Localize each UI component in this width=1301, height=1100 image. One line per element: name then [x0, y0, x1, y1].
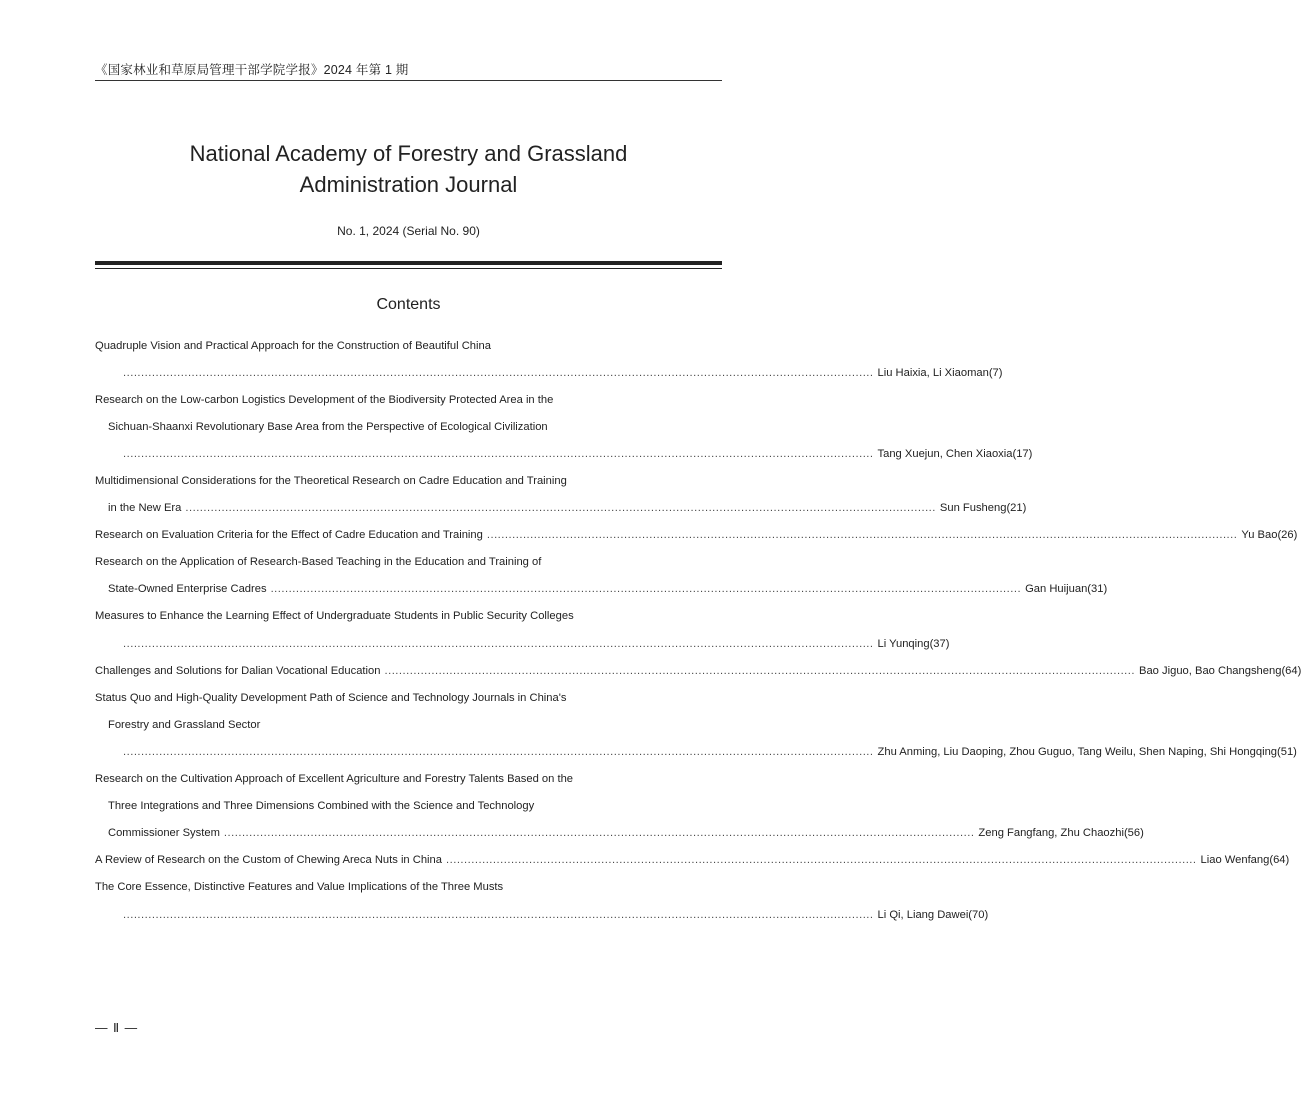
toc-entry-title: Status Quo and High-Quality Development Path of Science and Technology Journals in China's [95, 691, 567, 704]
page-number: — Ⅱ — [95, 1021, 139, 1035]
toc-entry-title-continued: State-Owned Enterprise Cadres [108, 583, 267, 596]
toc-entry-title: Research on the Cultivation Approach of Excellent Agriculture and Forestry Talents Based on the [95, 773, 574, 786]
contents-heading: Contents [376, 296, 441, 313]
divider-thick [95, 261, 722, 265]
toc-entry-title: Research on Evaluation Criteria for the Effect of Cadre Education and Training [95, 529, 483, 542]
toc-entry-author: Bao Jiguo, Bao Changsheng(64) [1139, 664, 1301, 677]
issue-line: No. 1, 2024 (Serial No. 90) [337, 224, 480, 238]
dot-leader [487, 529, 1238, 541]
toc-entry-title: Challenges and Solutions for Dalian Vocational Education [95, 664, 381, 677]
toc-entry[interactable] [95, 549, 1108, 603]
dot-leader [224, 827, 975, 839]
toc-entry-title-continued: Forestry and Grassland Sector [108, 718, 261, 731]
toc-entry-author: Gan Huijuan(31) [1025, 583, 1108, 596]
toc-entry[interactable] [95, 386, 1033, 467]
dot-leader [185, 502, 936, 514]
dot-leader [123, 909, 874, 921]
toc-entry[interactable] [95, 332, 1003, 386]
running-head: 《国家林业和草原局管理干部学院学报》2024 年第 1 期 [95, 63, 409, 77]
toc-entry[interactable] [95, 766, 1144, 847]
toc-entry[interactable] [95, 684, 1297, 765]
journal-title-line-1: National Academy of Forestry and Grassland [189, 141, 628, 166]
toc-entry[interactable] [95, 603, 950, 657]
toc-entry-author: Tang Xuejun, Chen Xiaoxia(17) [877, 447, 1033, 460]
divider-thin [95, 268, 722, 269]
toc-entry-author: Zhu Anming, Liu Daoping, Zhou Guguo, Tang Weilu, Shen Naping, Shi Hongqing(51) [877, 745, 1297, 758]
toc-entry-author: Liu Haixia, Li Xiaoman(7) [877, 366, 1003, 379]
toc-entry[interactable] [95, 847, 1290, 874]
journal-title [95, 138, 722, 200]
toc-entry-title: Research on the Low-carbon Logistics Development of the Biodiversity Protected Area in the [95, 393, 554, 406]
toc-entry[interactable] [95, 467, 1027, 521]
journal-title-line-2: Administration Journal [299, 172, 518, 197]
toc-entry-author: Li Yunqing(37) [877, 637, 950, 650]
toc-entry-title: Quadruple Vision and Practical Approach for the Construction of Beautiful China [95, 339, 491, 352]
dot-leader [123, 367, 874, 379]
dot-leader [271, 583, 1022, 595]
dot-leader [123, 448, 874, 460]
toc-entry[interactable] [95, 874, 989, 928]
dot-leader [123, 746, 874, 758]
toc-entry-author: Sun Fusheng(21) [939, 502, 1027, 515]
dot-leader [123, 638, 874, 650]
toc-entry-author: Li Qi, Liang Dawei(70) [877, 908, 989, 921]
dot-leader [446, 854, 1197, 866]
toc-entry-title-continued: Commissioner System [108, 827, 220, 840]
toc-entry[interactable] [95, 657, 1301, 684]
toc-entry-title: Multidimensional Considerations for the Theoretical Research on Cadre Education and Training [95, 475, 567, 488]
toc-entry-title-continued: in the New Era [108, 502, 182, 515]
toc-entry-author: Yu Bao(26) [1241, 529, 1298, 542]
header-rule [95, 80, 722, 81]
dot-leader [384, 665, 1135, 677]
toc-entry[interactable] [95, 522, 1298, 549]
toc-entry-author: Zeng Fangfang, Zhu Chaozhi(56) [978, 827, 1144, 840]
toc-entry-title-continued: Three Integrations and Three Dimensions Combined with the Science and Technology [108, 800, 535, 813]
toc-entry-title: Research on the Application of Research-Based Teaching in the Education and Training of [95, 556, 542, 569]
toc-entry-title: A Review of Research on the Custom of Chewing Areca Nuts in China [95, 854, 442, 867]
toc-entry-title: The Core Essence, Distinctive Features and Value Implications of the Three Musts [95, 881, 504, 894]
toc-entry-title-continued: Sichuan-Shaanxi Revolutionary Base Area from the Perspective of Ecological Civilization [108, 420, 548, 433]
table-of-contents [95, 332, 1301, 928]
toc-entry-title: Measures to Enhance the Learning Effect of Undergraduate Students in Public Security Colleges [95, 610, 574, 623]
toc-entry-author: Liao Wenfang(64) [1200, 854, 1290, 867]
